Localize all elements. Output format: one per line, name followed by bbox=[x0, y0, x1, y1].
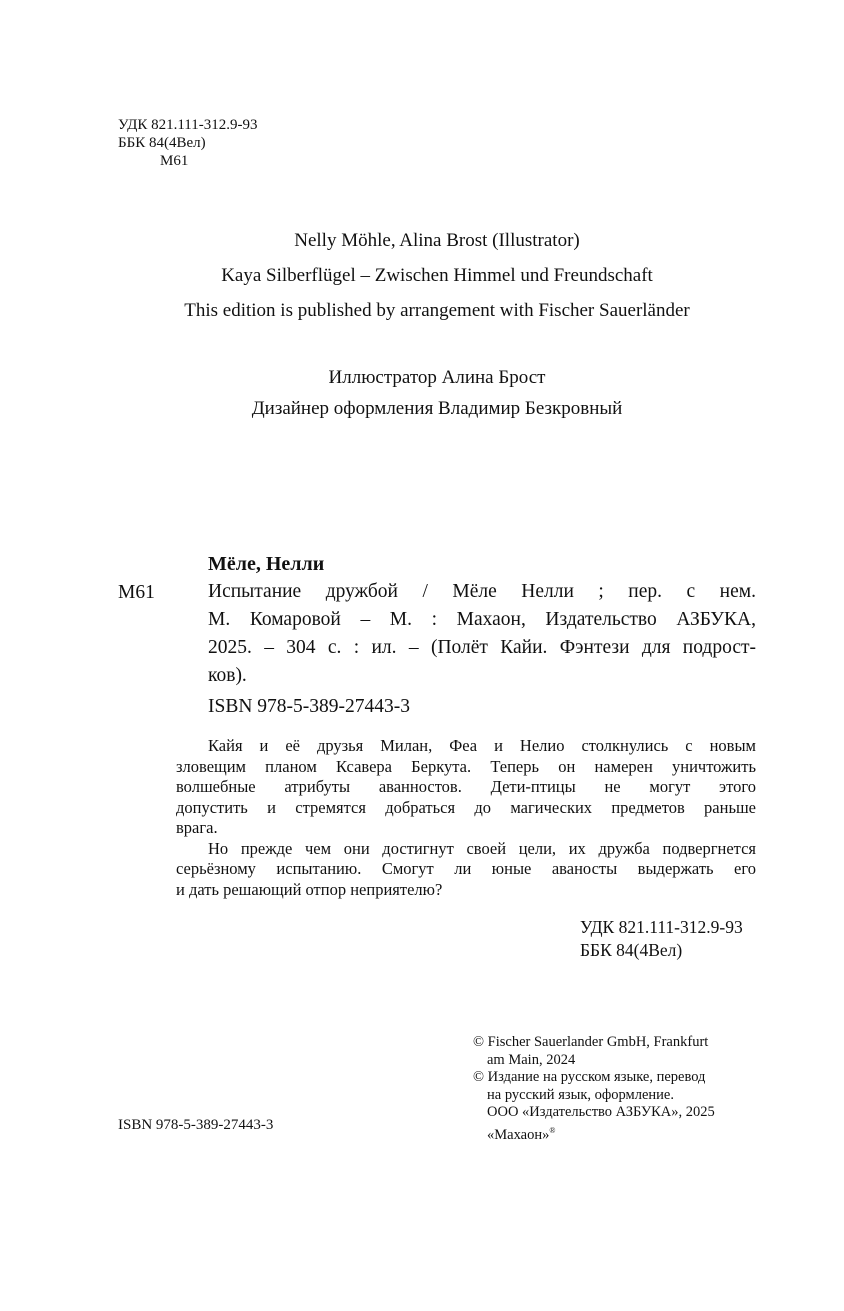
registered-mark: ® bbox=[549, 1125, 556, 1135]
udk-code-card: УДК 821.111-312.9-93 bbox=[580, 917, 743, 937]
annotation-line: врага. bbox=[176, 818, 218, 837]
annotation-line: зловещим планом Ксавера Беркута. Теперь он намерен уничтожить bbox=[176, 756, 756, 776]
annotation-line: и дать решающий отпор неприятелю? bbox=[176, 879, 443, 899]
copyright-line: am Main, 2024 bbox=[487, 1051, 576, 1068]
copyright-line-publisher bbox=[473, 1122, 715, 1145]
original-title: Kaya Silberflügel – Zwischen Himmel und Freundschaft bbox=[221, 265, 653, 286]
annotation-line: Но прежде чем они достигнут своей цели, их дружба подвергнется bbox=[208, 838, 756, 858]
annotation-line: серьёзному испытанию. Смогут ли юные аваносты выдержать его bbox=[176, 859, 756, 878]
description-line: М. Комаровой – М. : Махаон, Издательство АЗБУКА, bbox=[208, 609, 756, 630]
annotation bbox=[176, 736, 756, 900]
catalog-author-heading: Мёле, Нелли bbox=[208, 553, 325, 575]
catalog-code: М61 bbox=[118, 582, 155, 603]
description-line: ков). bbox=[208, 665, 247, 686]
copyright-line: © Fischer Sauerlander GmbH, Frankfurt bbox=[473, 1034, 709, 1050]
copyright-line: на русский язык, оформление. bbox=[487, 1086, 674, 1103]
annotation-line: допустить и стремятся добраться до магических предметов раньше bbox=[176, 797, 756, 817]
bbk-code-card: ББК 84(4Вел) bbox=[580, 940, 683, 960]
classification-card bbox=[580, 916, 743, 962]
credits bbox=[0, 365, 844, 427]
description-line: 2025. – 304 с. : ил. – (Полёт Кайи. Фэнтези для подрост- bbox=[208, 637, 756, 658]
annotation-line: волшебные атрибуты аванностов. Дети-птицы не могут этого bbox=[176, 777, 756, 796]
copyright-line: ООО «Издательство АЗБУКА», 2025 bbox=[487, 1104, 715, 1120]
original-authors: Nelly Möhle, Alina Brost (Illustrator) bbox=[294, 230, 580, 251]
designer-credit: Дизайнер оформления Владимир Безкровный bbox=[251, 398, 623, 419]
udk-code-top: УДК 821.111-312.9-93 bbox=[118, 117, 258, 133]
publisher-name: «Махаон» bbox=[487, 1126, 550, 1143]
bbk-code-top: ББК 84(4Вел) bbox=[118, 135, 206, 151]
description-line: Испытание дружбой / Мёле Нелли ; пер. с нем. bbox=[208, 581, 756, 602]
author-mark-top: М61 bbox=[160, 153, 189, 169]
catalog-isbn: ISBN 978-5-389-27443-3 bbox=[208, 696, 411, 717]
illustrator-credit: Иллюстратор Алина Брост bbox=[328, 367, 546, 388]
copyright-block bbox=[473, 1034, 715, 1144]
classification-top bbox=[118, 116, 257, 170]
isbn-bottom: ISBN 978-5-389-27443-3 bbox=[118, 1117, 274, 1133]
annotation-line: Кайя и её друзья Милан, Феа и Нелио столкнулись с новым bbox=[208, 736, 756, 755]
catalog-description bbox=[208, 578, 756, 690]
original-edition bbox=[0, 228, 844, 333]
copyright-line: © Издание на русском языке, перевод bbox=[473, 1069, 706, 1085]
arrangement-note: This edition is published by arrangement with Fischer Sauerländer bbox=[184, 300, 690, 321]
